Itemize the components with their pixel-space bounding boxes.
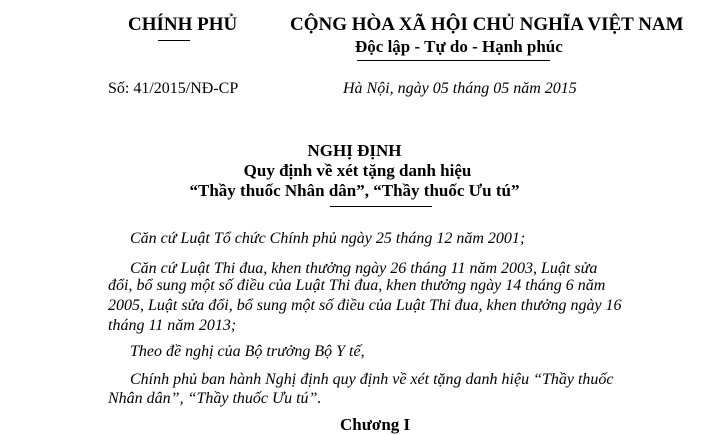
legal-basis-2-line-4: tháng 11 năm 2013; [108, 317, 237, 334]
chapter-heading: Chương I [340, 415, 411, 434]
place-and-date: Hà Nội, ngày 05 tháng 05 năm 2015 [343, 80, 577, 97]
legal-basis-2-line-3: 2005, Luật sửa đổi, bổ sung một số điều của Luật Thi đua, khen thưởng ngày 16 [108, 297, 622, 314]
legal-basis-2-line-2: đổi, bổ sung một số điều của Luật Thi đua, khen thưởng ngày 14 tháng 6 năm [108, 277, 606, 294]
title-line-1: Quy định về xét tặng danh hiệu [243, 161, 472, 180]
legal-basis-1: Căn cứ Luật Tổ chức Chính phủ ngày 25 tháng 12 năm 2001; [130, 230, 526, 247]
decree-statement-line-2: Nhân dân”, “Thầy thuốc Ưu tú”. [108, 390, 322, 407]
country-name: CỘNG HÒA XÃ HỘI CHỦ NGHĨA VIỆT NAM [290, 14, 684, 35]
decree-statement-line-1: Chính phủ ban hành Nghị định quy định về xét tặng danh hiệu “Thầy thuốc [130, 371, 614, 388]
title-underline [330, 206, 432, 207]
agency-underline [158, 40, 190, 41]
national-motto: Độc lập - Tự do - Hạnh phúc [355, 37, 563, 56]
proposal-paragraph: Theo đề nghị của Bộ trưởng Bộ Y tế, [130, 343, 365, 360]
motto-underline [357, 60, 550, 61]
legal-basis-2-line-1: Căn cứ Luật Thi đua, khen thưởng ngày 26 tháng 11 năm 2003, Luật sửa [130, 260, 598, 277]
issuing-agency: CHÍNH PHỦ [128, 14, 238, 35]
document-title [0, 141, 705, 201]
title-line-2: “Thầy thuốc Nhân dân”, “Thầy thuốc Ưu tú” [189, 181, 520, 200]
document-type: NGHỊ ĐỊNH [307, 141, 402, 160]
document-number: Số: 41/2015/NĐ-CP [108, 80, 239, 97]
